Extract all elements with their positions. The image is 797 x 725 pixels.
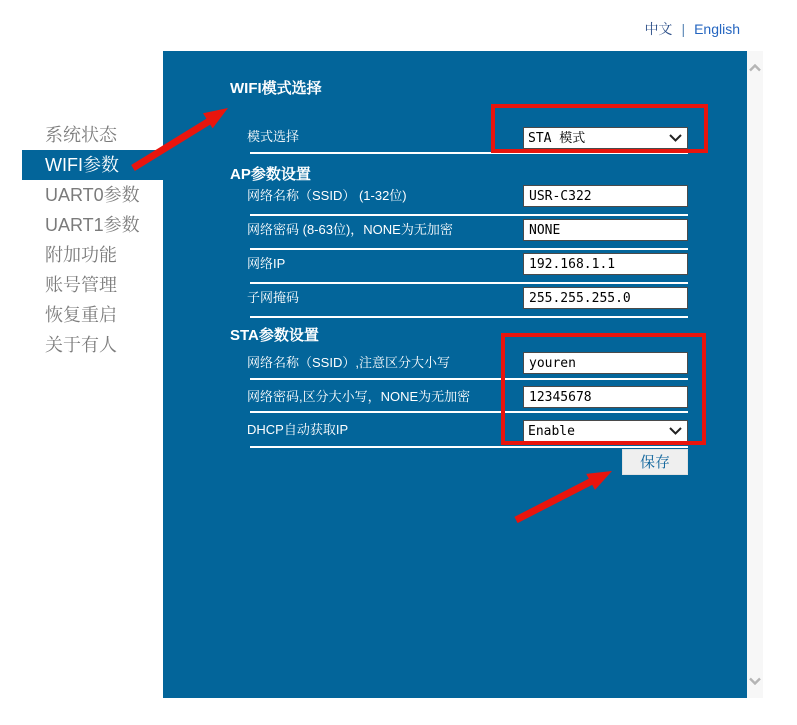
dhcp-select[interactable] [523, 420, 688, 442]
language-switcher [644, 19, 740, 39]
ap-ssid-input[interactable] [523, 185, 688, 207]
sta-section-title: STA参数设置 [230, 327, 319, 344]
ap-netmask-input[interactable] [523, 287, 688, 309]
lang-link-english[interactable]: English [694, 21, 740, 37]
dhcp-label: DHCP自动获取IP [247, 422, 349, 437]
scrollbar[interactable] [747, 51, 763, 698]
mode-select-wrap [523, 127, 688, 149]
sidebar-item-wifi-params[interactable]: WIFI参数 [22, 150, 163, 180]
sidebar-item-system-status[interactable]: 系统状态 [45, 125, 117, 145]
ap-ip-label: 网络IP [247, 256, 286, 271]
ap-ssid-label: 网络名称（SSID） (1-32位) [247, 188, 407, 203]
sta-ssid-label: 网络名称（SSID）,注意区分大小写 [247, 355, 450, 370]
mode-select[interactable] [523, 127, 688, 149]
row-divider [250, 214, 688, 216]
lang-separator: | [681, 21, 686, 37]
wifi-settings-panel [163, 51, 747, 698]
scroll-down-button[interactable] [747, 668, 763, 694]
sta-password-label: 网络密码,区分大小写，NONE为无加密 [247, 389, 471, 404]
row-divider [250, 378, 688, 380]
row-divider [250, 152, 688, 154]
sidebar-item-account-management[interactable]: 账号管理 [45, 275, 117, 295]
ap-ip-input[interactable] [523, 253, 688, 275]
sta-ssid-input[interactable] [523, 352, 688, 374]
ap-section-title: AP参数设置 [230, 166, 311, 183]
sidebar-item-extra-functions[interactable]: 附加功能 [45, 245, 117, 265]
sidebar-nav [22, 120, 163, 360]
lang-link-chinese[interactable]: 中文 [644, 21, 673, 37]
mode-select-label: 模式选择 [247, 129, 300, 144]
row-divider [250, 446, 688, 448]
row-divider [250, 248, 688, 250]
row-divider [250, 411, 688, 413]
save-button[interactable]: 保存 [622, 449, 688, 475]
sidebar-item-uart1-params[interactable]: UART1参数 [45, 215, 140, 235]
chevron-up-icon [749, 64, 761, 72]
row-divider [250, 282, 688, 284]
sta-password-input[interactable] [523, 386, 688, 408]
sidebar-item-uart0-params[interactable]: UART0参数 [45, 185, 140, 205]
dhcp-select-wrap [523, 420, 688, 442]
sidebar-item-restore-restart[interactable]: 恢复重启 [45, 305, 117, 325]
sidebar-item-about[interactable]: 关于有人 [45, 335, 117, 355]
wifi-mode-section-title: WIFI模式选择 [230, 80, 322, 97]
row-divider [250, 316, 688, 318]
ap-netmask-label: 子网掩码 [247, 290, 300, 305]
ap-password-input[interactable] [523, 219, 688, 241]
chevron-down-icon [749, 677, 761, 685]
ap-password-label: 网络密码 (8-63位)，NONE为无加密 [247, 222, 453, 237]
scroll-up-button[interactable] [747, 55, 763, 81]
